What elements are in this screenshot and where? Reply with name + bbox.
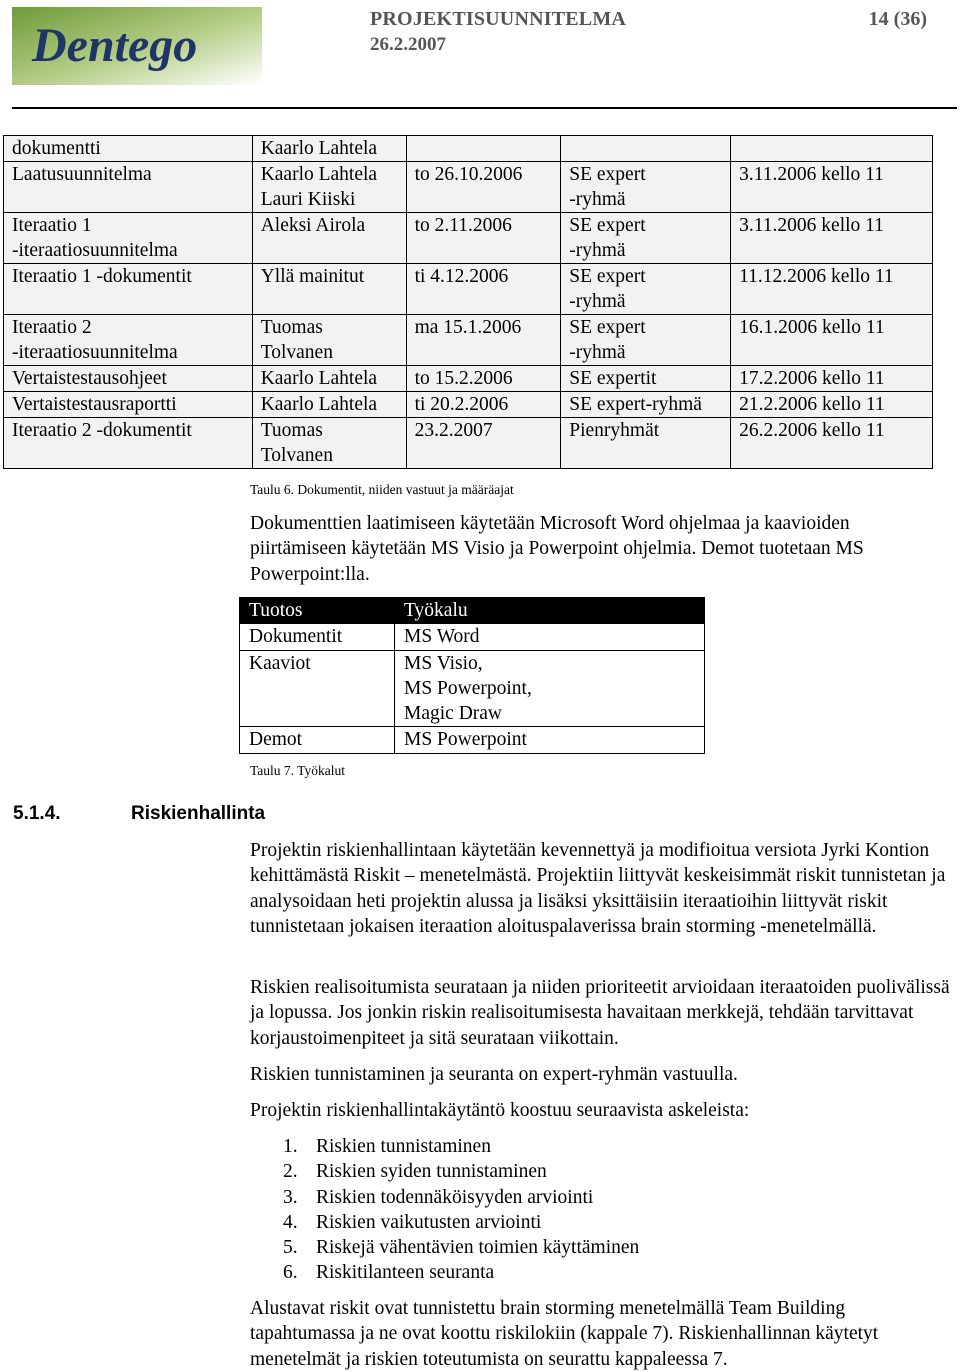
list-item xyxy=(283,1210,639,1235)
documents-table-cell: SE expert -ryhmä xyxy=(561,264,731,315)
list-item xyxy=(283,1159,639,1184)
documents-table-cell: 21.2.2006 kello 11 xyxy=(731,392,933,418)
tools-intro-paragraph: Dokumenttien laatimiseen käytetään Microsoft Word ohjelmaa ja kaavioiden piirtämiseen käytetään MS Visio ja Powerpoint ohjelmia. Demot tuotetaan MS Powerpoint:lla. xyxy=(250,513,864,585)
documents-table-cell: 17.2.2006 kello 11 xyxy=(731,366,933,392)
tools-table-cell: Kaaviot xyxy=(240,650,395,727)
list-item-text: Riskejä vähentävien toimien käyttäminen xyxy=(316,1237,640,1259)
tools-table-cell: MS Visio, MS Powerpoint, Magic Draw xyxy=(395,650,705,727)
logo-text: Dentego xyxy=(32,19,198,72)
documents-table-cell xyxy=(561,136,731,162)
documents-table-cell: SE expert -ryhmä xyxy=(561,213,731,264)
documents-table-cell: Kaarlo Lahtela xyxy=(252,392,406,418)
risk-paragraph-1: Projektin riskienhallintaan käytetään kevennettyä ja modifioitua versiota Jyrki Kontion kehittämästä Riskit – menetelmästä. Projektiin liittyvät keskeisimmät riskit tunnistetan ja analysoidaan heti projektin alussa ja lisäksi yksittäisiin iteraatioihin liittyvät riskit tunnistetaan jokaisen iteraation aloituspalaverissa brain storming -menetelmällä. xyxy=(250,840,946,937)
list-item-number: 1. xyxy=(283,1136,298,1157)
tools-table-row xyxy=(240,650,705,727)
documents-table-row xyxy=(4,366,933,392)
section-title: Riskienhallinta xyxy=(131,803,266,824)
documents-table-cell: SE expert -ryhmä xyxy=(561,315,731,366)
documents-table-cell: ma 15.1.2006 xyxy=(406,315,561,366)
list-item xyxy=(283,1185,639,1210)
tools-table-row xyxy=(240,727,705,753)
documents-table-row xyxy=(4,213,933,264)
company-logo xyxy=(12,7,262,85)
risk-paragraph-5: Alustavat riskit ovat tunnistettu brain storming menetelmällä Team Building tapahtumassa ja ne ovat koottu riskilokiin (kappale 7). Riskienhallinnan käytetyt menetelmät ja riskien toteutumista on seurattu kappaleessa 7. xyxy=(250,1298,879,1370)
logo-graphic xyxy=(12,7,262,85)
documents-table-cell: Aleksi Airola xyxy=(252,213,406,264)
risk-paragraph-3: Riskien tunnistaminen ja seuranta on expert-ryhmän vastuulla. xyxy=(250,1064,738,1085)
documents-table-cell: Tuomas Tolvanen xyxy=(252,315,406,366)
list-item-number: 6. xyxy=(283,1262,298,1284)
documents-table-cell xyxy=(731,136,933,162)
tools-table-header-row xyxy=(240,598,705,624)
documents-table-cell: Iteraatio 2 -iteraatiosuunnitelma xyxy=(4,315,253,366)
list-item xyxy=(283,1134,639,1159)
documents-table-row xyxy=(4,315,933,366)
list-item-text: Riskien todennäköisyyden arviointi xyxy=(316,1186,594,1208)
documents-table-cell: ti 20.2.2006 xyxy=(406,392,561,418)
documents-table-cell: Kaarlo Lahtela Lauri Kiiski xyxy=(252,162,406,213)
documents-table-cell: Vertaistestausraportti xyxy=(4,392,253,418)
risk-paragraph-2: Riskien realisoitumista seurataan ja niiden prioriteetit arvioidaan iteraatoiden puolivälissä ja lopussa. Jos jonkin riskin realisoitumisesta havaitaan merkkejä, tehdään tarvittavat korjaustoimenpiteet ja sitä seurataan viikottain. xyxy=(250,977,950,1049)
documents-table-cell: SE expert-ryhmä xyxy=(561,392,731,418)
tools-table-cell: Demot xyxy=(240,727,395,753)
list-item-number: 5. xyxy=(283,1237,298,1259)
tools-table-header-cell: Työkalu xyxy=(395,598,705,624)
documents-table xyxy=(3,135,933,469)
documents-table-cell: Vertaistestausohjeet xyxy=(4,366,253,392)
list-item-text: Riskien syiden tunnistaminen xyxy=(316,1161,547,1183)
documents-table-cell: 23.2.2007 xyxy=(406,418,561,469)
documents-table-cell: 16.1.2006 kello 11 xyxy=(731,315,933,366)
list-item-text: Riskitilanteen seuranta xyxy=(316,1262,495,1284)
documents-table-cell: Iteraatio 1 -dokumentit xyxy=(4,264,253,315)
list-item xyxy=(283,1260,639,1285)
page-number: 14 (36) xyxy=(868,8,927,30)
documents-table-cell: Yllä mainitut xyxy=(252,264,406,315)
documents-table-cell: Kaarlo Lahtela xyxy=(252,136,406,162)
tools-table-cell: MS Powerpoint xyxy=(395,727,705,753)
documents-table-cell: Kaarlo Lahtela xyxy=(252,366,406,392)
header-divider xyxy=(12,107,957,109)
documents-table-row xyxy=(4,418,933,469)
documents-table-caption: Taulu 6. Dokumentit, niiden vastuut ja määräajat xyxy=(250,482,514,497)
list-item-text: Riskien tunnistaminen xyxy=(316,1136,491,1157)
document-title: PROJEKTISUUNNITELMA xyxy=(370,8,627,30)
tools-table-cell: Dokumentit xyxy=(240,624,395,650)
tools-table-header-cell: Tuotos xyxy=(240,598,395,624)
documents-table-cell: 11.12.2006 kello 11 xyxy=(731,264,933,315)
documents-table-cell: to 15.2.2006 xyxy=(406,366,561,392)
documents-table-row xyxy=(4,136,933,162)
documents-table-cell: 26.2.2006 kello 11 xyxy=(731,418,933,469)
document-date: 26.2.2007 xyxy=(370,34,446,55)
risk-steps-list xyxy=(283,1134,639,1286)
section-number: 5.1.4. xyxy=(13,803,61,824)
list-item-number: 3. xyxy=(283,1186,298,1208)
list-item-number: 2. xyxy=(283,1161,298,1183)
risk-paragraph-4: Projektin riskienhallintakäytäntö koostuu seuraavista askeleista: xyxy=(250,1100,750,1121)
documents-table-cell: Iteraatio 1 -iteraatiosuunnitelma xyxy=(4,213,253,264)
documents-table-cell: Pienryhmät xyxy=(561,418,731,469)
documents-table-row xyxy=(4,162,933,213)
documents-table-cell: Laatusuunnitelma xyxy=(4,162,253,213)
documents-table-row xyxy=(4,264,933,315)
tools-table-cell: MS Word xyxy=(395,624,705,650)
documents-table-cell: 3.11.2006 kello 11 xyxy=(731,162,933,213)
documents-table-cell: Iteraatio 2 -dokumentit xyxy=(4,418,253,469)
list-item xyxy=(283,1235,639,1260)
section-heading xyxy=(13,803,265,825)
documents-table-row xyxy=(4,392,933,418)
tools-table-row xyxy=(240,624,705,650)
list-item-text: Riskien vaikutusten arviointi xyxy=(316,1211,542,1233)
documents-table-cell: 3.11.2006 kello 11 xyxy=(731,213,933,264)
tools-table-caption: Taulu 7. Työkalut xyxy=(250,763,345,778)
documents-table-cell xyxy=(406,136,561,162)
documents-table-cell: dokumentti xyxy=(4,136,253,162)
documents-table-cell: ti 4.12.2006 xyxy=(406,264,561,315)
documents-table-cell: to 2.11.2006 xyxy=(406,213,561,264)
documents-table-cell: Tuomas Tolvanen xyxy=(252,418,406,469)
documents-table-cell: SE expertit xyxy=(561,366,731,392)
documents-table-cell: SE expert -ryhmä xyxy=(561,162,731,213)
tools-table xyxy=(239,597,705,754)
documents-table-cell: to 26.10.2006 xyxy=(406,162,561,213)
list-item-number: 4. xyxy=(283,1211,298,1233)
